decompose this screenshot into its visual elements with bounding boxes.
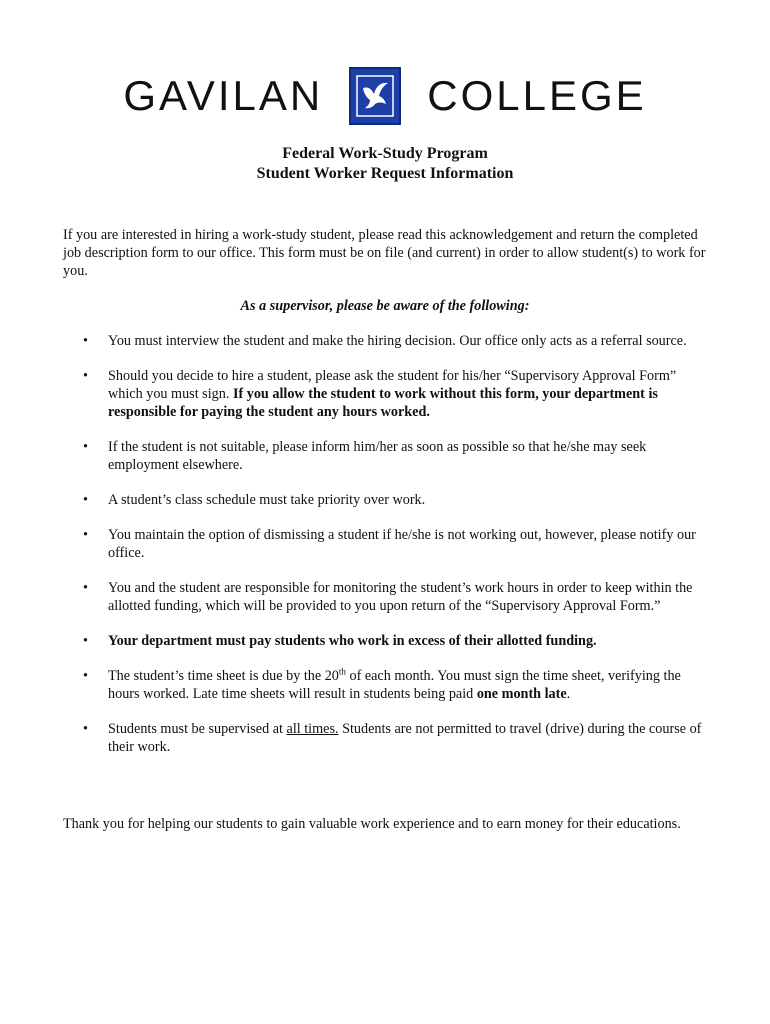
- bullet-icon: •: [83, 721, 88, 737]
- list-item-text: You and the student are responsible for monitoring the student’s work hours in order to keep within the allotted funding, which will be provided to you upon return of the “Supervisory Approval Form.”: [108, 580, 693, 614]
- bullet-icon: •: [83, 527, 88, 543]
- supervisor-subheading: As a supervisor, please be aware of the following:: [240, 298, 530, 314]
- logo-word-college: COLLEGE: [427, 72, 647, 119]
- list-item: [63, 438, 713, 474]
- list-item: [63, 720, 713, 756]
- document-title: [0, 144, 770, 184]
- list-item-text: If the student is not suitable, please inform him/her as soon as possible so that he/she may seek employment elsewhere.: [108, 439, 647, 473]
- bullet-icon: •: [83, 633, 88, 649]
- bullet-icon: •: [83, 492, 88, 508]
- list-item: [63, 491, 713, 509]
- list-item-bold-text: If you allow the student to work without this form, your department is responsible for paying the student any hours worked.: [108, 386, 658, 420]
- list-item-text: Should you decide to hire a student, please ask the student for his/her “Supervisory Approval Form” which you must sign.: [108, 368, 677, 402]
- list-item-text: Students are not permitted to travel (drive) during the course of their work.: [108, 721, 702, 755]
- list-item: [63, 632, 713, 650]
- bullet-icon: •: [83, 368, 88, 384]
- list-item-text: You maintain the option of dismissing a student if he/she is not working out, however, please notify our office.: [108, 527, 696, 561]
- bullet-icon: •: [83, 668, 88, 684]
- list-item-text: You must interview the student and make the hiring decision. Our office only acts as a referral source.: [108, 333, 687, 349]
- list-item: [63, 332, 713, 350]
- closing-paragraph: Thank you for helping our students to gain valuable work experience and to earn money for their educations.: [63, 816, 681, 832]
- title-line-1: Federal Work-Study Program: [282, 145, 488, 162]
- list-item-underlined-text: all times.: [286, 721, 339, 737]
- title-line-2: Student Worker Request Information: [256, 165, 514, 182]
- college-logo: [0, 64, 770, 128]
- list-item-text: Students must be supervised at: [108, 721, 287, 737]
- list-item-text: The student’s time sheet is due by the 20: [108, 668, 339, 684]
- list-item: [63, 579, 713, 615]
- list-item-bold-text: one month late: [476, 686, 567, 702]
- supervisor-guidelines-list: [63, 332, 713, 773]
- ordinal-suffix: th: [338, 666, 346, 677]
- bullet-icon: •: [83, 580, 88, 596]
- bullet-icon: •: [83, 439, 88, 455]
- gavilan-hawk-emblem-icon: [349, 67, 401, 125]
- bullet-icon: •: [83, 333, 88, 349]
- list-item: [63, 667, 713, 703]
- list-item: [63, 526, 713, 562]
- list-item-text: of each month. You must sign the time sheet, verifying the hours worked. Late time sheets will result in students being paid: [108, 668, 681, 702]
- list-item-text: A student’s class schedule must take priority over work.: [108, 492, 426, 508]
- intro-paragraph: If you are interested in hiring a work-study student, please read this acknowledgement and return the completed job description form to our office. This form must be on file (and current) in order to allow student(s) to work for you.: [63, 227, 706, 279]
- logo-word-gavilan: GAVILAN: [123, 72, 324, 119]
- list-item-bold-text: Your department must pay students who work in excess of their allotted funding.: [108, 633, 597, 649]
- list-item: [63, 367, 713, 421]
- list-item-text: .: [566, 686, 571, 702]
